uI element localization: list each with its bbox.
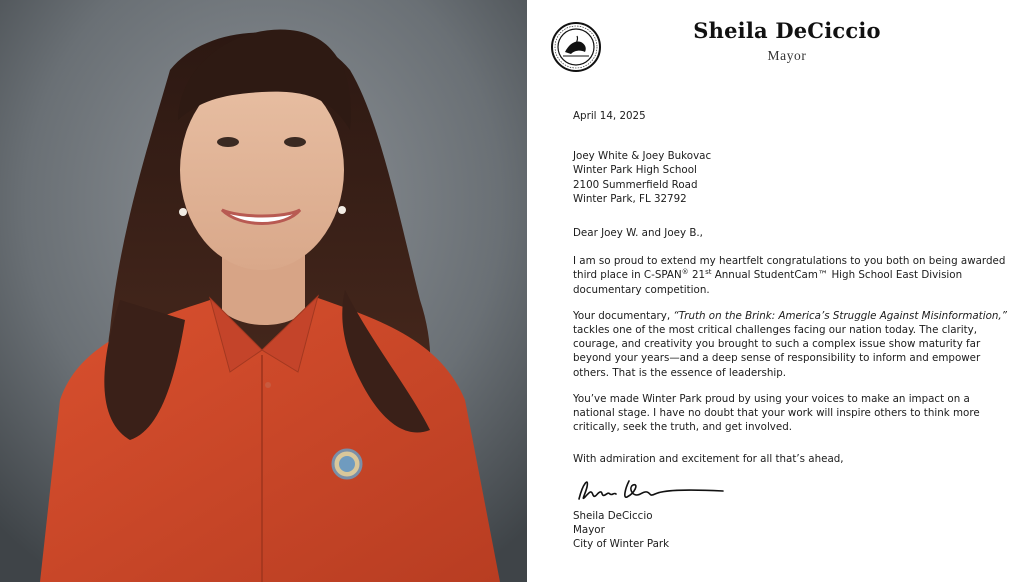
signature-organization: City of Winter Park	[573, 538, 670, 551]
award-text-c: Annual StudentCam™ High School East Division documentary competition.	[573, 269, 963, 296]
recipient-address	[573, 149, 1009, 206]
recipient-city: Winter Park, FL 32792	[573, 192, 687, 205]
signature-title: Mayor	[573, 523, 605, 536]
right-eye	[284, 137, 306, 147]
paragraph-proud: You’ve made Winter Park proud by using your voices to make an impact on a national stage. I have no doubt that your work will inspire others to think more critically, seek the truth, and get involved.	[573, 392, 980, 434]
left-earring	[179, 208, 187, 216]
award-text-b: 21	[688, 269, 706, 282]
registered-mark: ®	[681, 268, 689, 277]
recipient-names: Joey White & Joey Bukovac	[573, 150, 712, 163]
letterhead-title: Mayor	[767, 48, 807, 63]
documentary-title: “Truth on the Brink: America’s Struggle Against Misinformation,”	[673, 309, 1008, 322]
letter-date: April 14, 2025	[573, 110, 646, 122]
salutation: Dear Joey W. and Joey B.,	[573, 227, 703, 240]
lapel-pin-icon	[333, 450, 361, 478]
letterhead-name: Sheila DeCiccio	[693, 18, 881, 43]
right-earring	[338, 206, 346, 214]
congratulations-letter	[527, 0, 1024, 582]
award-text-a: I am so proud to extend my heartfelt congratulations to you both on being awarded third place in C-SPAN	[573, 255, 1006, 282]
documentary-text-b: tackles one of the most critical challenges facing our nation today. The clarity, courage, and creativity you brought to such a complex issue show maturity far beyond your years—and a deep sense of responsibility to inform and empower others. That is the essence of leadership.	[573, 324, 981, 379]
closing-line: With admiration and excitement for all that’s ahead,	[573, 453, 844, 466]
paragraph-documentary	[573, 309, 1009, 380]
signature-name: Sheila DeCiccio	[573, 509, 653, 522]
left-eye	[217, 137, 239, 147]
ordinal-suffix: st	[705, 268, 712, 277]
letter-body	[573, 109, 1009, 551]
documentary-text-a: Your documentary,	[573, 309, 674, 322]
handwritten-signature-icon	[573, 473, 733, 507]
button	[265, 382, 271, 388]
recipient-street: 2100 Summerfield Road	[573, 178, 698, 191]
city-seal-icon	[551, 22, 601, 72]
paragraph-award	[573, 254, 1009, 297]
recipient-school: Winter Park High School	[573, 164, 697, 177]
